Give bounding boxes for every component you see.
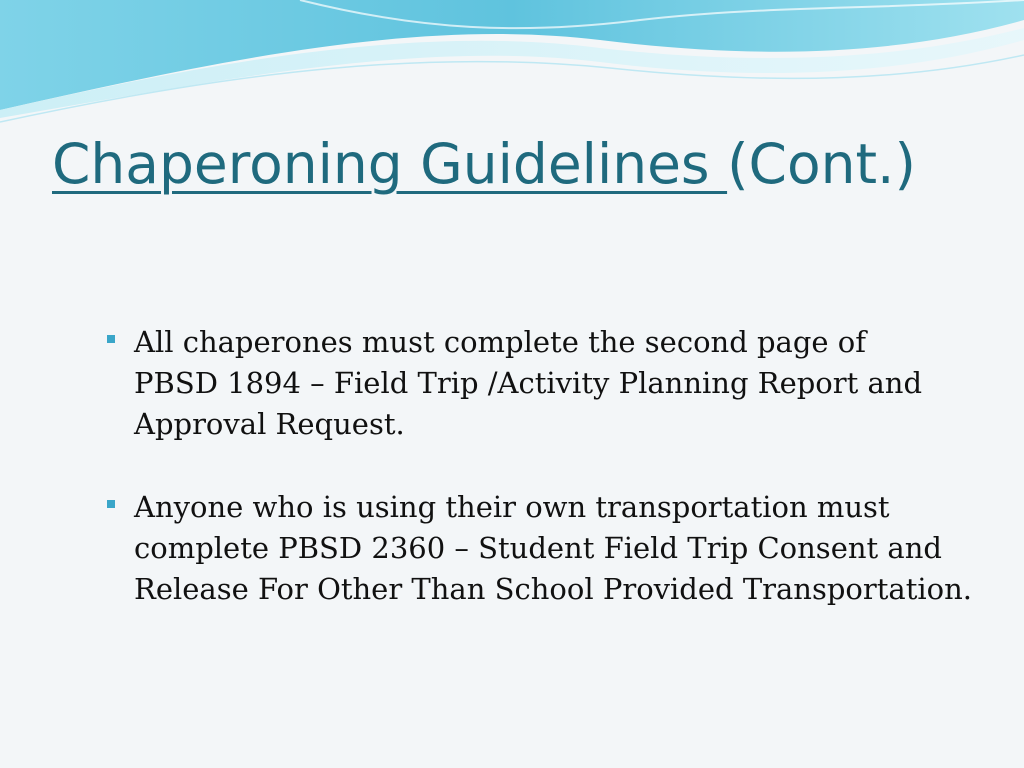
bullet-list [104, 322, 984, 610]
bullet-text-line1: All chaperones must complete the second page of [134, 325, 866, 359]
bullet-square-icon [107, 500, 115, 508]
slide-title-rest: (Cont.) [727, 132, 916, 196]
slide-title [52, 128, 916, 200]
decorative-wave-banner [0, 0, 1024, 130]
slide-title-underlined: Chaperoning Guidelines [52, 132, 728, 196]
bullet-text-line2: PBSD 1894 – Field Trip /Activity Planning Report and Approval Request. [134, 366, 923, 441]
bullet-item-transportation [104, 487, 984, 610]
bullet-item-chaperone-form [104, 322, 984, 445]
bullet-text: Anyone who is using their own transportation must complete PBSD 2360 – Student Field Trip Consent and Release For Other Than School Provided Transportation. [134, 490, 972, 606]
bullet-square-icon [107, 335, 115, 343]
